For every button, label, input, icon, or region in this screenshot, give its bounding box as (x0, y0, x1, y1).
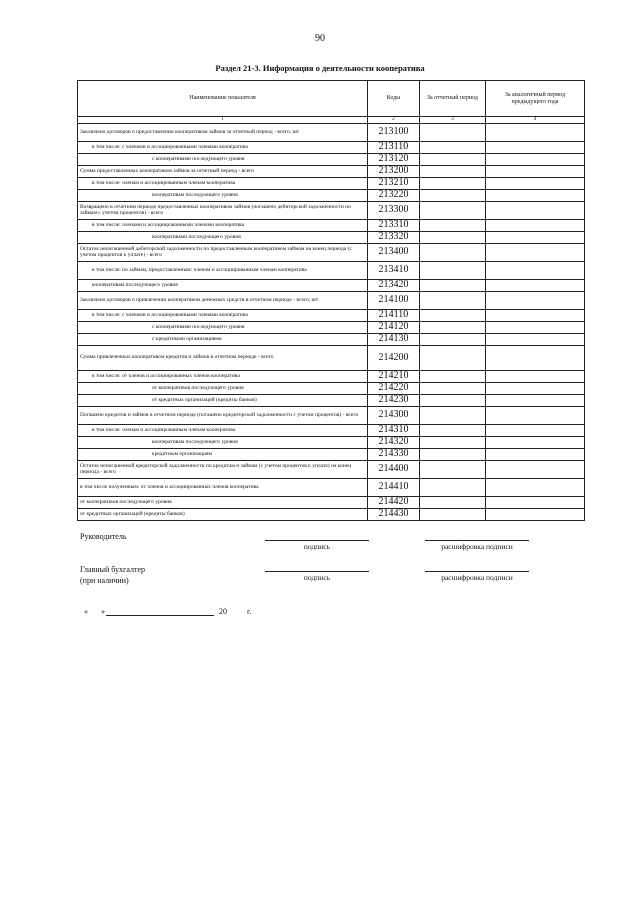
table-row (78, 425, 585, 437)
table-row (78, 383, 585, 395)
previous-period-cell[interactable] (486, 334, 585, 346)
table-row (78, 509, 585, 521)
indicator-name: от кредитных организаций (кредиты банков) (78, 509, 368, 521)
chief-accountant-note: (при наличии) (80, 576, 129, 585)
indicator-name: Сумма привлеченных кооперативом кредитов и займов в отчетном периоде - всего (78, 346, 368, 371)
table-row (78, 142, 585, 154)
current-period-cell[interactable] (420, 262, 486, 280)
previous-period-cell[interactable] (486, 509, 585, 521)
indicator-code: 213310 (368, 220, 420, 232)
indicator-name: в том числе: членам и ассоциированным членам кооператива (78, 425, 368, 437)
table-header-row (78, 81, 585, 117)
indicator-code: 213100 (368, 124, 420, 142)
header-indicator-name: Наименование показателя (78, 81, 368, 117)
table-row (78, 346, 585, 371)
indicator-name: от кредитных организаций (кредиты банков) (78, 395, 368, 407)
column-index: 3 (420, 117, 486, 124)
current-period-cell[interactable] (420, 407, 486, 425)
table-row (78, 479, 585, 497)
previous-period-cell[interactable] (486, 461, 585, 479)
table-row (78, 497, 585, 509)
previous-period-cell[interactable] (486, 395, 585, 407)
table-row (78, 232, 585, 244)
chief-accountant-label: Главный бухгалтер (80, 565, 145, 574)
indicator-code: 214400 (368, 461, 420, 479)
indicator-code: 214120 (368, 322, 420, 334)
table-row (78, 178, 585, 190)
head-label: Руководитель (80, 532, 127, 541)
table-row (78, 166, 585, 178)
indicator-name: кооперативам последующего уровня (78, 280, 368, 292)
table-row (78, 461, 585, 479)
indicator-code: 214130 (368, 334, 420, 346)
head-decoding-line (425, 540, 529, 541)
head-decoding-caption: расшифровка подписи (441, 542, 513, 551)
current-period-cell[interactable] (420, 425, 486, 437)
previous-period-cell[interactable] (486, 449, 585, 461)
current-period-cell[interactable] (420, 449, 486, 461)
current-period-cell[interactable] (420, 383, 486, 395)
indicator-name: в том числе: от членов и ассоциированных членов кооператива (78, 371, 368, 383)
date-line (106, 615, 214, 616)
previous-period-cell[interactable] (486, 154, 585, 166)
previous-period-cell[interactable] (486, 142, 585, 154)
current-period-cell[interactable] (420, 166, 486, 178)
chief-signature-line (265, 571, 369, 572)
previous-period-cell[interactable] (486, 220, 585, 232)
current-period-cell[interactable] (420, 244, 486, 262)
previous-period-cell[interactable] (486, 190, 585, 202)
previous-period-cell[interactable] (486, 292, 585, 310)
indicator-code: 213210 (368, 178, 420, 190)
current-period-cell[interactable] (420, 124, 486, 142)
current-period-cell[interactable] (420, 220, 486, 232)
indicator-name: кооперативами последующего уровня (78, 232, 368, 244)
table-row (78, 292, 585, 310)
indicator-name: с кооперативами последующего уровня (78, 322, 368, 334)
previous-period-cell[interactable] (486, 280, 585, 292)
date-open-quote: « (84, 607, 88, 616)
indicator-name: Сумма предоставленных кооперативом займов за отчетный период - всего (78, 166, 368, 178)
indicator-name: в том числе: с членами и ассоциированными членами кооператива (78, 142, 368, 154)
indicator-name: кооперативам последующего уровня (78, 437, 368, 449)
current-period-cell[interactable] (420, 437, 486, 449)
head-signature-caption: подпись (303, 542, 331, 551)
indicator-code: 213420 (368, 280, 420, 292)
indicator-name: в том числе: по займам, предоставленным: членам и ассоциированным членам кооператива (78, 262, 368, 280)
indicator-code: 214300 (368, 407, 420, 425)
indicator-code: 214310 (368, 425, 420, 437)
table-row (78, 310, 585, 322)
table-row (78, 280, 585, 292)
previous-period-cell[interactable] (486, 322, 585, 334)
previous-period-cell[interactable] (486, 244, 585, 262)
chief-signature-caption: подпись (303, 573, 331, 582)
previous-period-cell[interactable] (486, 178, 585, 190)
table-row (78, 124, 585, 142)
current-period-cell[interactable] (420, 232, 486, 244)
previous-period-cell[interactable] (486, 346, 585, 371)
indicator-name: Заключено договоров о привлечении кооперативом денежных средств в отчетном периоде - всего, шт (78, 292, 368, 310)
table-row (78, 322, 585, 334)
column-index: 2 (368, 117, 420, 124)
indicator-name: Возвращено в отчетном периоде предоставленных кооперативом займов (погашено дебиторской задолженности по займам с учетом процентов) - всего (78, 202, 368, 220)
indicator-code: 214210 (368, 371, 420, 383)
table-row (78, 190, 585, 202)
indicator-code: 213200 (368, 166, 420, 178)
date-year-suffix: г. (247, 607, 252, 616)
table-row (78, 395, 585, 407)
indicator-code: 213410 (368, 262, 420, 280)
indicator-name: в том числе полученным: от членов и ассоциированных членов кооператива (78, 479, 368, 497)
indicator-name: с кооперативами последующего уровня (78, 154, 368, 166)
current-period-cell[interactable] (420, 395, 486, 407)
indicator-name: Остаток непогашенной дебиторской задолженности по предоставленным кооперативом займам на конец периода (с учетом процентов к уплате) - всего (78, 244, 368, 262)
date-close-quote: » (101, 607, 105, 616)
previous-period-cell[interactable] (486, 166, 585, 178)
indicator-code: 214320 (368, 437, 420, 449)
table-row (78, 371, 585, 383)
indicator-code: 214230 (368, 395, 420, 407)
table-row (78, 449, 585, 461)
previous-period-cell[interactable] (486, 437, 585, 449)
page-number: 90 (315, 33, 325, 44)
previous-period-cell[interactable] (486, 383, 585, 395)
indicator-name: от кооперативов последующего уровня (78, 383, 368, 395)
indicator-name: кооперативам последующего уровня (78, 190, 368, 202)
current-period-cell[interactable] (420, 190, 486, 202)
indicator-code: 214110 (368, 310, 420, 322)
header-codes: Коды (368, 81, 420, 117)
current-period-cell[interactable] (420, 310, 486, 322)
table-row (78, 334, 585, 346)
previous-period-cell[interactable] (486, 232, 585, 244)
table-row (78, 154, 585, 166)
indicator-code: 213220 (368, 190, 420, 202)
indicator-code: 214410 (368, 479, 420, 497)
indicator-code: 214430 (368, 509, 420, 521)
indicator-code: 214330 (368, 449, 420, 461)
indicator-code: 213320 (368, 232, 420, 244)
section-title: Раздел 21-3. Информация о деятельности кооператива (215, 63, 425, 73)
table-row (78, 220, 585, 232)
current-period-cell[interactable] (420, 280, 486, 292)
previous-period-cell[interactable] (486, 371, 585, 383)
indicator-name: в том числе: членам и ассоциированным членам кооператива (78, 178, 368, 190)
column-index-row (78, 117, 585, 124)
indicator-name: в том числе: членами и ассоциированными членами кооператива (78, 220, 368, 232)
current-period-cell[interactable] (420, 202, 486, 220)
previous-period-cell[interactable] (486, 202, 585, 220)
table-body (78, 124, 585, 521)
current-period-cell[interactable] (420, 292, 486, 310)
table-row (78, 407, 585, 425)
current-period-cell[interactable] (420, 346, 486, 371)
indicator-name: с кредитными организациями (78, 334, 368, 346)
header-current-period: За отчетный период (420, 81, 486, 117)
previous-period-cell[interactable] (486, 425, 585, 437)
chief-decoding-caption: расшифровка подписи (441, 573, 513, 582)
current-period-cell[interactable] (420, 334, 486, 346)
column-index: 1 (78, 117, 368, 124)
previous-period-cell[interactable] (486, 479, 585, 497)
current-period-cell[interactable] (420, 154, 486, 166)
indicator-code: 213400 (368, 244, 420, 262)
current-period-cell[interactable] (420, 142, 486, 154)
indicator-name: Погашено кредитов и займов в отчетном периоде (погашено кредиторской задолженности с учетом процентов) - всего (78, 407, 368, 425)
table-row (78, 437, 585, 449)
head-signature-line (265, 540, 369, 541)
indicator-code: 214220 (368, 383, 420, 395)
current-period-cell[interactable] (420, 497, 486, 509)
indicator-code: 213120 (368, 154, 420, 166)
indicator-name: в том числе: с членами и ассоциированными членами кооператива (78, 310, 368, 322)
indicator-name: кредитным организациям (78, 449, 368, 461)
indicator-name: Заключено договоров о предоставлении кооперативом займов за отчетный период - всего, шт (78, 124, 368, 142)
current-period-cell[interactable] (420, 461, 486, 479)
table-row (78, 244, 585, 262)
previous-period-cell[interactable] (486, 310, 585, 322)
indicator-code: 213110 (368, 142, 420, 154)
indicator-code: 214420 (368, 497, 420, 509)
indicator-code: 214100 (368, 292, 420, 310)
header-previous-period: За аналогичный период предыдущего года (486, 81, 585, 117)
previous-period-cell[interactable] (486, 262, 585, 280)
cooperative-activity-table (77, 80, 585, 521)
indicator-code: 214200 (368, 346, 420, 371)
column-index: 4 (486, 117, 585, 124)
indicator-name: Остаток непогашенной кредиторской задолженности по кредитам и займам (с учетом процентов к уплате) на конец периода - всего (78, 461, 368, 479)
table-row (78, 202, 585, 220)
previous-period-cell[interactable] (486, 124, 585, 142)
chief-decoding-line (425, 571, 529, 572)
current-period-cell[interactable] (420, 322, 486, 334)
previous-period-cell[interactable] (486, 407, 585, 425)
indicator-name: от кооперативов последующего уровня (78, 497, 368, 509)
indicator-code: 213300 (368, 202, 420, 220)
previous-period-cell[interactable] (486, 497, 585, 509)
current-period-cell[interactable] (420, 178, 486, 190)
current-period-cell[interactable] (420, 479, 486, 497)
current-period-cell[interactable] (420, 509, 486, 521)
current-period-cell[interactable] (420, 371, 486, 383)
date-year-prefix: 20 (219, 607, 227, 616)
table-row (78, 262, 585, 280)
